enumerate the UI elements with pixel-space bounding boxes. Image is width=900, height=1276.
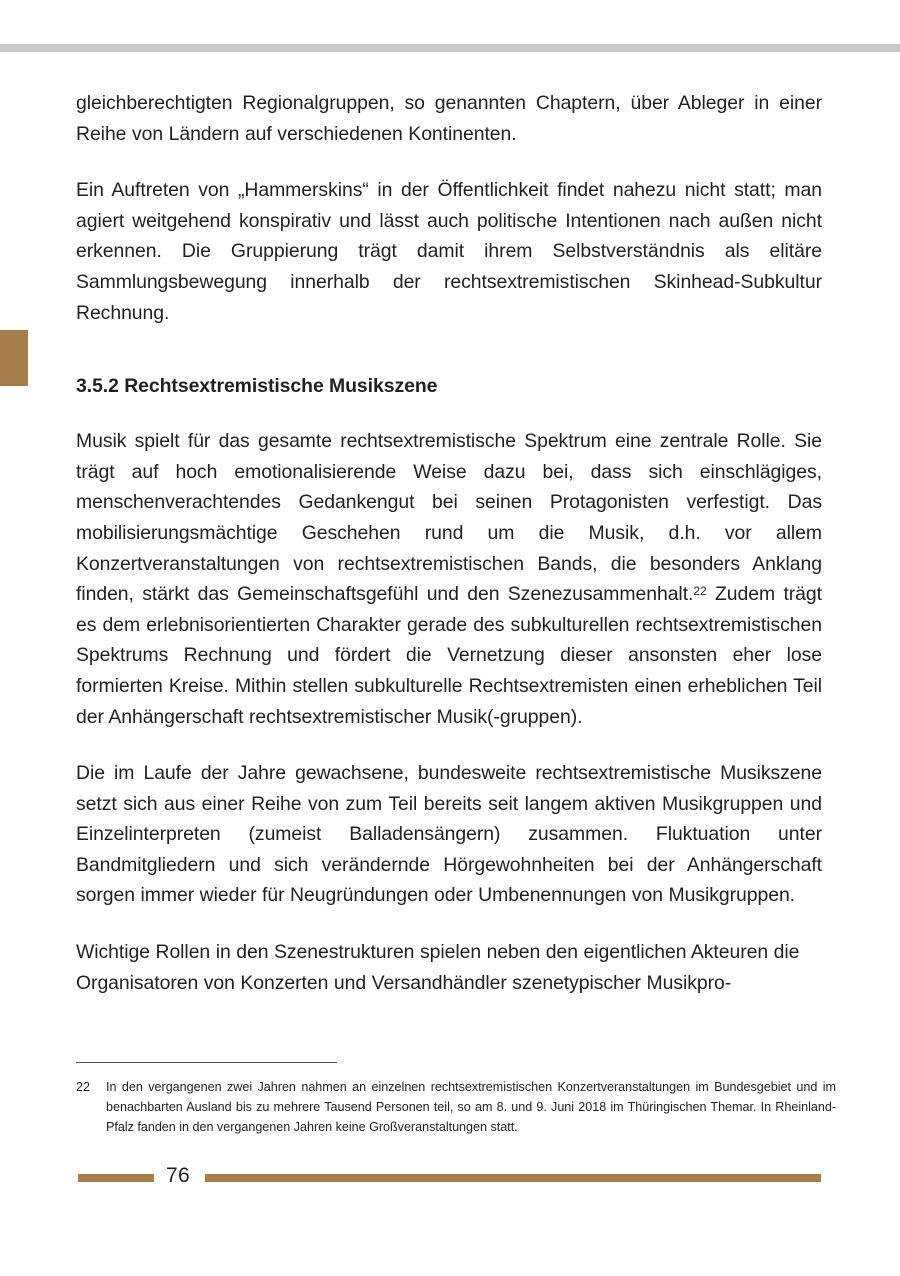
paragraph-3-text-after-footnote: Zudem trägt es dem erlebnisorientierten Charakter gerade des subkulturellen rechtsextremistischen Spektrums Rechnung und fördert die Vernetzung dieser ansonsten eher lose formierten Kreise. Mithin stellen subkulturelle Rechtsextremisten einen erheblichen Teil der Anhängerschaft rechtsextremistischer Musik(-gruppen). [76,583,822,728]
footnote-area [76,1062,836,1138]
page-top-rule [0,44,900,52]
footnote-separator-rule [76,1062,337,1063]
paragraph-3 [76,426,822,732]
paragraph-4: Die im Laufe der Jahre gewachsene, bundesweite rechtsextremistische Musikszene setzt sich aus einer Reihe von zum Teil bereits seit langem aktiven Musikgruppen und Einzelinterpreten (zumeist Balladensängern) zusammen. Fluktuation unter Bandmitgliedern und sich verändernde Hörgewohnheiten bei der Anhängerschaft sorgen immer wieder für Neugründungen oder Umbenennungen von Musikgruppen. [76,762,822,907]
footnote-reference-marker[interactable]: 22 [693,584,707,599]
footer-accent-bar-left [78,1174,154,1182]
page-content-column [76,88,822,998]
footer-accent-bar-right [205,1174,821,1182]
paragraph-5: Wichtige Rollen in den Szenestrukturen spielen neben den eigentlichen Akteuren die Organisatoren von Konzerten und Versandhändler szenetypischer Musikpro- [76,941,800,994]
paragraph-3-text-before-footnote: Musik spielt für das gesamte rechtsextremistische Spektrum eine zentrale Rolle. Sie trägt auf hoch emotionalisierende Weise dazu bei, dass sich einschlägiges, menschenverachtendes Gedankengut bei seinen Protagonisten verfestigt. Das mobilisierungsmächtige Geschehen rund um die Musik, d.h. vor allem Konzertveranstaltungen von rechtsextremistischen Bands, die besonders Anklang finden, stärkt das Gemeinschaftsgefühl und den Szenezusammenhalt. [76,430,822,606]
page-number: 76 [166,1164,190,1187]
section-heading: 3.5.2 Rechtsextremistische Musikszene [76,375,438,398]
footnote-text: In den vergangenen zwei Jahren nahmen an einzelnen rechtsextremistischen Konzertveranstaltungen im Bundesgebiet und im benachbarten Ausland bis zu mehrere Tausend Personen teil, so am 8. und 9. Juni 2018 im Thüringischen Themar. In Rheinland-Pfalz fanden in den vergangenen Jahren keine Großveranstaltungen statt. [106,1080,836,1135]
chapter-thumb-tab [0,330,28,386]
page-footer [0,1164,900,1189]
paragraph-1: gleichberechtigten Regionalgruppen, so genannten Chaptern, über Ableger in einer Reihe von Ländern auf verschiedenen Kontinenten. [76,92,822,145]
paragraph-2: Ein Auftreten von „Hammerskins“ in der Öffentlichkeit findet nahezu nicht statt; man agiert weitgehend konspirativ und lässt auch politische Intentionen nach außen nicht erkennen. Die Gruppierung trägt damit ihrem Selbstverständnis als elitäre Sammlungsbewegung innerhalb der rechtsextremistischen Skinhead-Subkultur Rechnung. [76,179,822,324]
footnote-entry [76,1077,836,1138]
footnote-number: 22 [76,1080,90,1094]
